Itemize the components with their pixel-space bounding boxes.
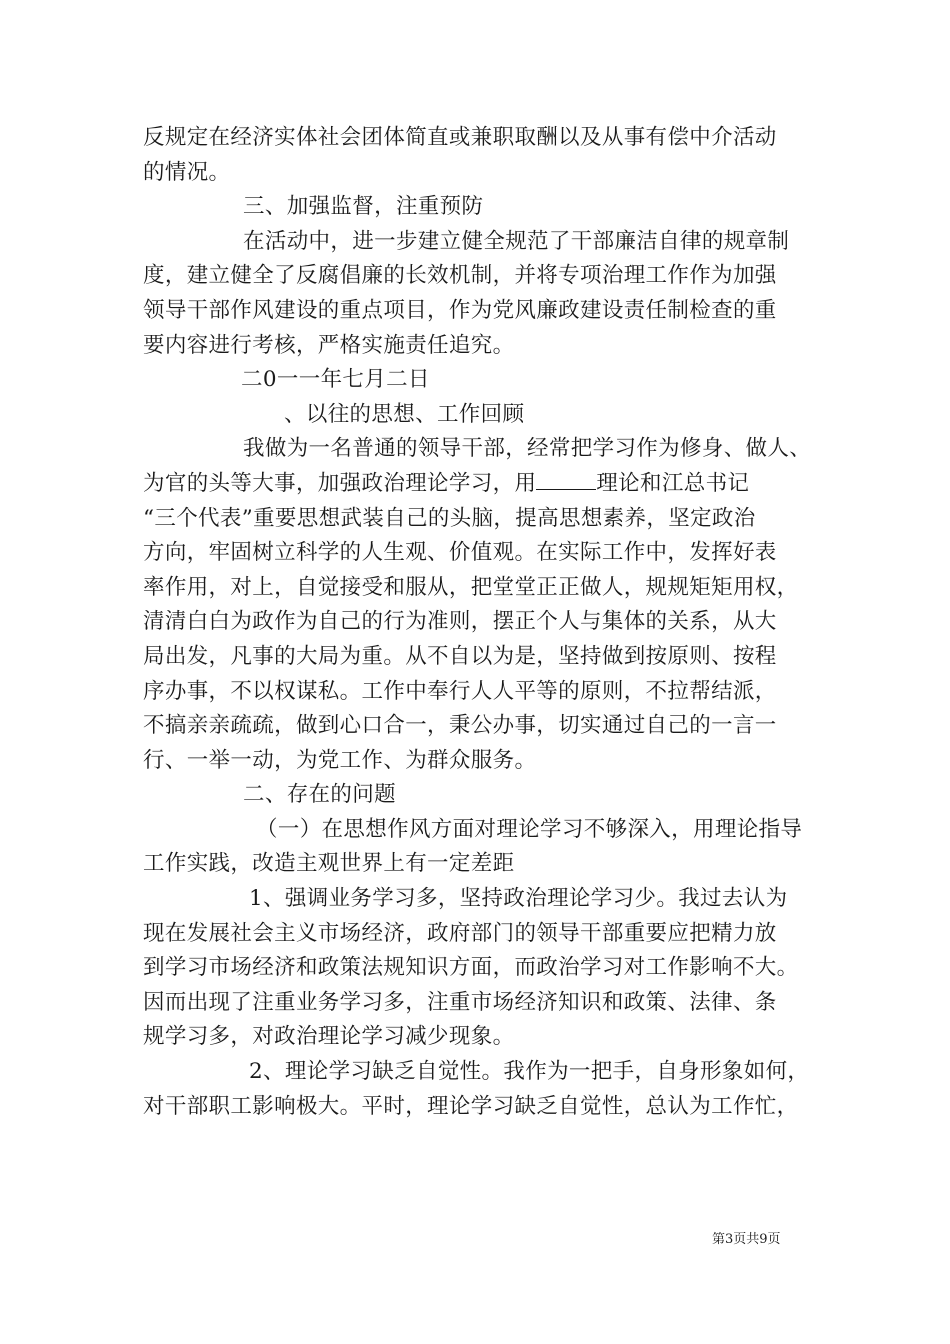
- paragraph-line: 我做为一名普通的领导干部，经常把学习作为修身、做人、: [243, 436, 812, 462]
- paragraph-line: 行、一举一动，为党工作、为群众服务。: [143, 747, 537, 773]
- paragraph-line: [143, 467, 808, 502]
- paragraph-line: 方向，牢固树立科学的人生观、价值观。在实际工作中，发挥好表: [143, 540, 777, 566]
- paragraph-line: 清清白白为政作为自己的行为准则，摆正个人与集体的关系，从大: [143, 609, 777, 635]
- paragraph-line: 1、强调业务学习多，坚持政治理论学习少。我过去认为: [249, 886, 788, 912]
- subsection-heading: 工作实践，改造主观世界上有一定差距: [143, 851, 515, 877]
- paragraph-line: “三个代表”重要思想武装自己的头脑，提高思想素养，坚定政治: [143, 505, 756, 531]
- section-heading: 、以往的思想、工作回顾: [284, 401, 525, 427]
- paragraph-line: 2、理论学习缺乏自觉性。我作为一把手，自身形象如何，: [249, 1059, 810, 1085]
- paragraph-line: 领导干部作风建设的重点项目，作为党风廉政建设责任制检查的重: [143, 297, 777, 323]
- paragraph-line: 对干部职工影响极大。平时，理论学习缺乏自觉性，总认为工作忙，: [143, 1093, 799, 1119]
- subsection-heading: （一）在思想作风方面对理论学习不够深入，用理论指导: [256, 816, 803, 842]
- paragraph-line: 在活动中，进一步建立健全规范了干部廉洁自律的规章制: [243, 228, 790, 254]
- paragraph-line: 度，建立健全了反腐倡廉的长效机制，并将专项治理工作作为加强: [143, 263, 777, 289]
- page-number: 第3页共9页: [712, 1232, 781, 1247]
- paragraph-line: 现在发展社会主义市场经济，政府部门的领导干部重要应把精力放: [143, 920, 777, 946]
- fill-in-blank: [536, 471, 596, 490]
- paragraph-text: 为官的头等大事，加强政治理论学习，用: [143, 470, 537, 496]
- date-line: 二0一一年七月二日: [241, 367, 430, 393]
- paragraph-line: 的情况。: [143, 159, 231, 185]
- paragraph-line: 要内容进行考核，严格实施责任追究。: [143, 332, 515, 358]
- document-body: [143, 121, 812, 1124]
- paragraph-line: 局出发，凡事的大局为重。从不自以为是，坚持做到按原则、按程: [143, 643, 777, 669]
- section-heading: 三、加强监督，注重预防: [243, 194, 484, 220]
- paragraph-line: 反规定在经济实体社会团体简直或兼职取酬以及从事有偿中介活动: [143, 125, 777, 150]
- paragraph-line: 率作用，对上，自觉接受和服从，把堂堂正正做人，规规矩矩用权，: [143, 574, 799, 600]
- paragraph-text: 理论和江总书记: [596, 470, 750, 496]
- paragraph-line: 到学习市场经济和政策法规知识方面，而政治学习对工作影响不大。: [143, 955, 799, 981]
- paragraph-line: 因而出现了注重业务学习多，注重市场经济知识和政策、法律、条: [143, 989, 777, 1015]
- paragraph-line: 序办事，不以权谋私。工作中奉行人人平等的原则，不拉帮结派，: [143, 678, 777, 704]
- paragraph-line: 规学习多，对政治理论学习减少现象。: [143, 1024, 515, 1050]
- paragraph-line: 不搞亲亲疏疏，做到心口合一，秉公办事，切实通过自己的一言一: [143, 713, 777, 739]
- section-heading: 二、存在的问题: [243, 782, 396, 808]
